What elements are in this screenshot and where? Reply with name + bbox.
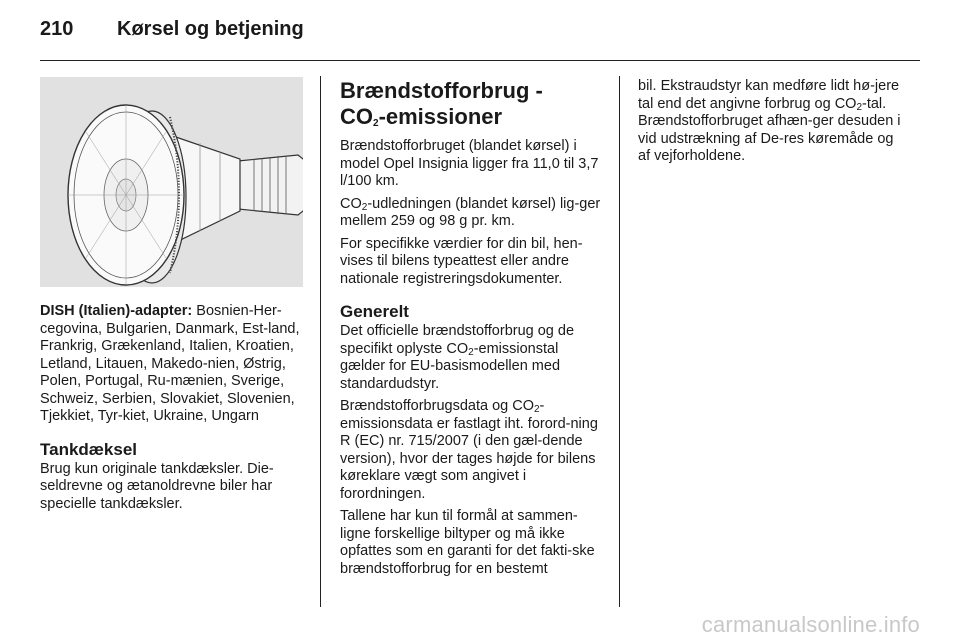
continuation-subscript: 2 — [856, 101, 863, 113]
page-header — [40, 18, 920, 58]
continuation-text-b: -tal. Brændstofforbruget afhæn-ger desuden i vid udstrækning af De-res køremåde og af vejforholdene. — [638, 95, 901, 164]
column-divider-1 — [320, 76, 321, 607]
tankdaeksel-paragraph: Brug kun originale tankdæksler. Die-seldrevne og ætanoldrevne biler har specielle tankdæksler. — [40, 460, 274, 512]
page-number: 210 — [40, 18, 74, 40]
official-text-a: Det officielle brændstofforbrug og de specifikt oplyste CO — [340, 323, 575, 357]
emission-text: -udledningen (blandet kørsel) lig-ger mellem 259 og 98 g pr. km. — [340, 195, 601, 229]
column-right — [638, 78, 904, 171]
comparison-paragraph: Tallene har kun til formål at sammen-ligne forskellige biltyper og må ikke opfattes som en garanti for det fakti-ske brændstofforbrug for en bestemt — [340, 508, 595, 577]
adapter-drawing — [40, 77, 303, 287]
header-divider — [40, 60, 920, 61]
regulation-subscript: 2 — [533, 404, 540, 415]
dish-adapter-countries: Bosnien-Her-cegovina, Bulgarien, Danmark, Est-land, Frankrig, Grækenland, Italien, Kroatien, Letland, Litauen, Makedo-nien, Østrig, Polen, Portugal, Ru-mænien, Sverige, Schweiz, Serbien, Slovakiet, Slovenien, Tjekkiet, Tyr-kiet, Ukraine, Ungarn — [40, 303, 300, 424]
continuation-text-a: bil. Ekstraudstyr kan medføre lidt hø-jere tal end det angivne forbrug og CO — [638, 78, 900, 112]
column-left — [40, 303, 306, 518]
heading-co: CO — [340, 104, 373, 129]
consumption-paragraph: Brændstofforbruget (blandet kørsel) i model Opel Insignia ligger fra 11,0 til 3,7 l/100 km. — [340, 138, 599, 189]
dish-adapter-paragraph — [40, 303, 306, 426]
official-consumption-paragraph — [340, 323, 606, 393]
watermark: carmanualsonline.info — [701, 612, 920, 637]
regulation-text-a: Brændstofforbrugsdata og CO — [340, 398, 534, 414]
emission-paragraph — [340, 196, 606, 231]
adapter-thread — [238, 155, 303, 215]
heading-braendstofforbrug — [340, 78, 606, 130]
dish-adapter-illustration — [40, 77, 303, 287]
dish-adapter-label: DISH (Italien)-adapter: — [40, 303, 193, 319]
column-middle — [340, 78, 606, 583]
page-title: Kørsel og betjening — [117, 18, 304, 40]
heading-generelt: Generelt — [340, 302, 409, 321]
heading-line-1: Brændstofforbrug - — [340, 78, 543, 103]
data-regulation-paragraph — [340, 398, 606, 503]
emission-co: CO — [340, 195, 362, 212]
heading-subscript: 2 — [373, 118, 379, 129]
continuation-paragraph — [638, 78, 904, 166]
official-text-b: -emissionstal gælder for EU-basismodellen med standardudstyr. — [340, 340, 561, 392]
heading-line-2: -emissioner — [378, 104, 503, 129]
heading-tankdaeksel: Tankdæksel — [40, 439, 138, 459]
adapter-knurled-disc — [68, 105, 186, 285]
specific-values-paragraph: For specifikke værdier for din bil, hen-vises til bilens typeattest eller andre nationale registreringsdokumenter. — [340, 235, 583, 287]
emission-subscript: 2 — [361, 201, 368, 213]
official-subscript: 2 — [468, 346, 474, 358]
column-divider-2 — [619, 76, 620, 607]
regulation-text-b: -emissionsdata er fastlagt iht. forord-ning R (EC) nr. 715/2007 (i den gæl-dende version), hvor der tages højde for bilens køreklare vægt som angivet i forordningen. — [340, 398, 598, 502]
